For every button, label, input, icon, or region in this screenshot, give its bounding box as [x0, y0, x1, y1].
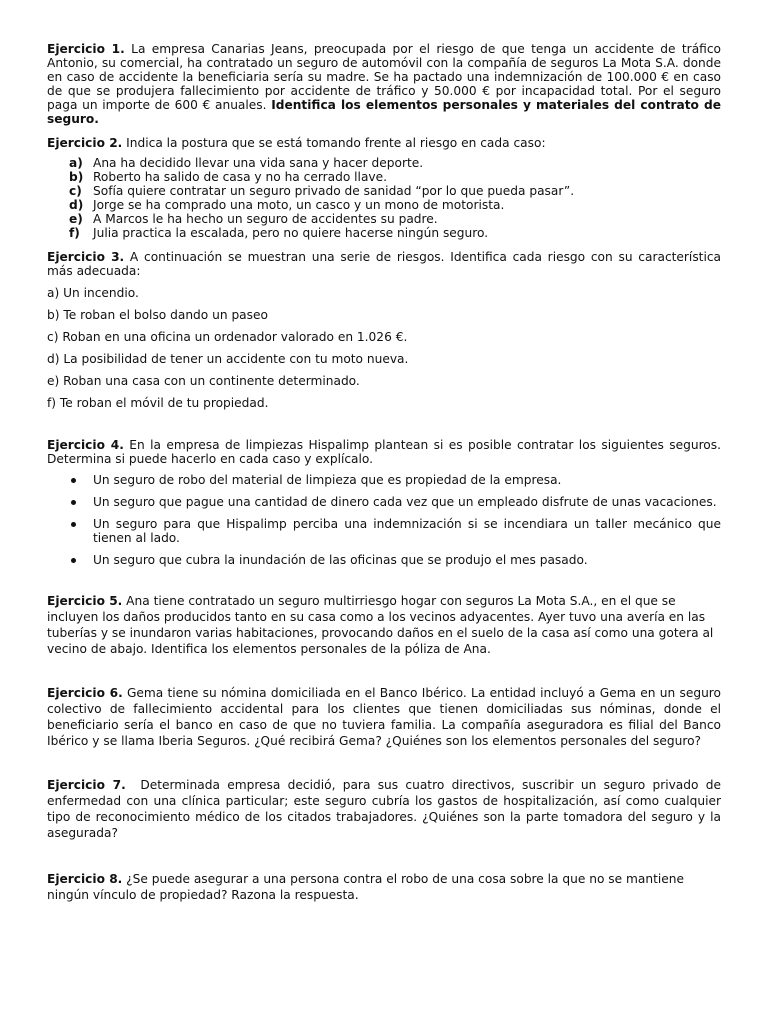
list-item	[47, 553, 721, 567]
list-item	[69, 170, 721, 184]
list-item	[47, 473, 721, 487]
exercise-8-text: ¿Se puede asegurar a una persona contra el robo de una cosa sobre la que no se mantiene ningún vínculo de propiedad? Razona la respuesta.	[47, 872, 684, 902]
item-letter: d)	[69, 198, 84, 212]
exercise-5	[47, 593, 721, 657]
item-text: Julia practica la escalada, pero no quiere hacerse ningún seguro.	[93, 226, 489, 240]
bullet-icon	[71, 522, 76, 527]
exercise-8-label: Ejercicio 8.	[47, 872, 123, 886]
exercise-2-text: Indica la postura que se está tomando frente al riesgo en cada caso:	[122, 136, 546, 150]
exercise-7	[47, 777, 725, 841]
list-item: a) Un incendio.	[47, 286, 139, 300]
list-item	[69, 184, 721, 198]
exercise-4-text: En la empresa de limpiezas Hispalimp plantean si es posible contratar los siguientes seguros. Determina si puede hacerlo en cada caso y explícalo.	[47, 438, 721, 466]
bullet-icon	[71, 558, 76, 563]
exercise-1	[47, 42, 721, 126]
item-text: Ana ha decidido llevar una vida sana y hacer deporte.	[93, 156, 424, 170]
list-item	[69, 212, 721, 226]
exercise-3-list	[47, 286, 721, 410]
exercise-6	[47, 685, 721, 749]
bullet-icon	[71, 500, 76, 505]
exercise-6-text: Gema tiene su nómina domiciliada en el Banco Ibérico. La entidad incluyó a Gema en un seguro colectivo de fallecimiento accidental para los clientes que tienen domiciliadas sus nóminas, donde el beneficiario sería el banco en caso de que no tuviera familia. La compañía aseguradora es filial del Banco Ibérico y se llama Iberia Seguros. ¿Qué recibirá Gema? ¿Quiénes son los elementos personales del seguro?	[47, 686, 721, 748]
exercise-1-label: Ejercicio 1.	[47, 42, 125, 56]
exercise-2	[47, 136, 721, 150]
exercise-4-list	[47, 473, 721, 567]
exercise-7-label: Ejercicio 7.	[47, 778, 126, 792]
exercise-2-list	[47, 156, 721, 240]
exercise-1-text: La empresa Canarias Jeans, preocupada por el riesgo de que tenga un accidente de tráfico Antonio, su comercial, ha contratado un seguro de automóvil con la compañía de seguros La Mota S.A. donde en caso de accidente la beneficiaria sería su madre. Se ha pactado una indemnización de 100.000 € en caso de que se produjera fallecimiento por accidente de tráfico y 50.000 € por incapacidad total. Por el seguro paga un importe de 600 € anuales.	[47, 42, 721, 112]
exercise-5-label: Ejercicio 5.	[47, 594, 123, 608]
list-item: c) Roban en una oficina un ordenador valorado en 1.026 €.	[47, 330, 408, 344]
list-item: f) Te roban el móvil de tu propiedad.	[47, 396, 269, 410]
item-text: Un seguro de robo del material de limpieza que es propiedad de la empresa.	[93, 473, 562, 487]
item-text: Roberto ha salido de casa y no ha cerrado llave.	[93, 170, 387, 184]
item-text: Un seguro que cubra la inundación de las oficinas que se produjo el mes pasado.	[93, 553, 588, 567]
item-text: Sofía quiere contratar un seguro privado de sanidad “por lo que pueda pasar”.	[93, 184, 575, 198]
exercise-3	[47, 250, 721, 278]
item-letter: a)	[69, 156, 83, 170]
exercise-8	[47, 871, 721, 903]
bullet-icon	[71, 478, 76, 483]
exercise-6-label: Ejercicio 6.	[47, 686, 123, 700]
exercise-1-instruction: Identifica los elementos personales y materiales del contrato de seguro.	[47, 98, 721, 126]
list-item	[69, 226, 721, 240]
list-item: e) Roban una casa con un continente determinado.	[47, 374, 360, 388]
list-item	[69, 198, 721, 212]
exercise-5-text: Ana tiene contratado un seguro multirriesgo hogar con seguros La Mota S.A., en el que se incluyen los daños producidos tanto en su casa como a los vecinos adyacentes. Ayer tuvo una avería en las tuberías y se inundaron varias habitaciones, provocando daños en el suelo de la casa así como una gotera al vecino de abajo. Identifica los elementos personales de la póliza de Ana.	[47, 594, 714, 656]
item-text: Un seguro para que Hispalimp perciba una indemnización si se incendiara un taller mecánico que tienen al lado.	[93, 517, 721, 545]
exercise-4-label: Ejercicio 4.	[47, 438, 124, 452]
exercise-4	[47, 438, 721, 466]
exercise-7-text: Determinada empresa decidió, para sus cuatro directivos, suscribir un seguro privado de enfermedad con una clínica particular; este seguro cubría los gastos de hospitalización, así como cualquier tipo de reconocimiento médico de los citados trabajadores. ¿Quiénes son la parte tomadora del seguro y la asegurada?	[47, 778, 725, 840]
exercise-3-label: Ejercicio 3.	[47, 250, 125, 264]
item-text: Un seguro que pague una cantidad de dinero cada vez que un empleado disfrute de unas vacaciones.	[93, 495, 717, 509]
list-item	[47, 495, 721, 509]
list-item	[69, 156, 721, 170]
item-letter: b)	[69, 170, 84, 184]
item-letter: e)	[69, 212, 83, 226]
list-item: b) Te roban el bolso dando un paseo	[47, 308, 268, 322]
list-item: d) La posibilidad de tener un accidente con tu moto nueva.	[47, 352, 409, 366]
exercise-2-label: Ejercicio 2.	[47, 136, 123, 150]
list-item	[47, 517, 721, 545]
item-text: Jorge se ha comprado una moto, un casco y un mono de motorista.	[93, 198, 505, 212]
item-text: A Marcos le ha hecho un seguro de accidentes su padre.	[93, 212, 438, 226]
item-letter: f)	[69, 226, 80, 240]
exercise-3-text: A continuación se muestran una serie de riesgos. Identifica cada riesgo con su característica más adecuada:	[47, 250, 722, 278]
item-letter: c)	[69, 184, 82, 198]
